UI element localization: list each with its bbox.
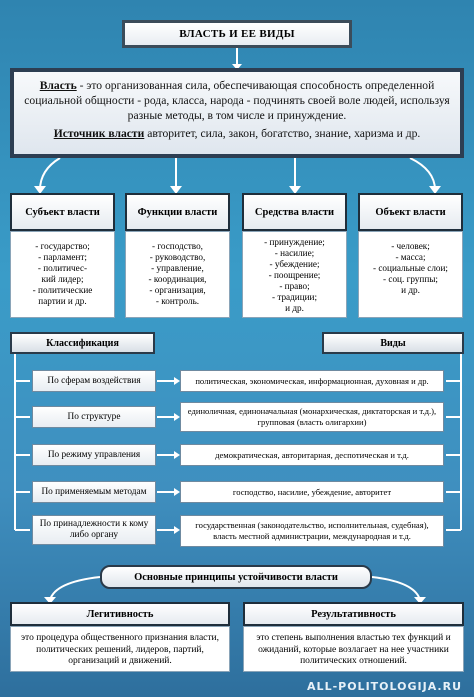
definition-text bbox=[24, 78, 450, 123]
principle-text-legitimacy: это процедура общественного признания власти, политических решений, лидеров, партий, организаций и движений. bbox=[10, 626, 230, 672]
types-structure: единоличная, единоначальная (монархическая, диктаторская и т.д.), групповая (власть олигархии) bbox=[180, 402, 444, 432]
list-item: - государство; bbox=[35, 241, 90, 251]
column-header-subject: Субъект власти bbox=[10, 193, 115, 231]
types-header: Виды bbox=[322, 332, 464, 354]
list-item: - парламент; bbox=[38, 252, 87, 262]
criterion-affiliation: По принадлежности к кому либо органу bbox=[32, 515, 156, 545]
list-item: и др. bbox=[285, 303, 304, 313]
list-item: - насилие; bbox=[274, 248, 315, 258]
column-body-functions bbox=[125, 231, 230, 318]
list-item: кий лидер; bbox=[41, 274, 84, 284]
list-item: - человек; bbox=[391, 241, 430, 251]
column-body-subject bbox=[10, 231, 115, 318]
column-body-object bbox=[358, 231, 463, 318]
principles-header: Основные принципы устойчивости власти bbox=[100, 565, 372, 589]
list-item: - политичес- bbox=[37, 263, 88, 273]
list-item: - организация, bbox=[149, 285, 206, 295]
criterion-regime: По режиму управления bbox=[32, 444, 156, 466]
criterion-spheres: По сферам воздействия bbox=[32, 370, 156, 392]
list-item: - управление, bbox=[151, 263, 204, 273]
source-text bbox=[24, 126, 450, 141]
list-item: - координация, bbox=[148, 274, 207, 284]
types-methods: господство, насилие, убеждение, авторитет bbox=[180, 481, 444, 503]
list-item: - политические bbox=[32, 285, 93, 295]
source-term: Источник власти bbox=[53, 127, 145, 140]
column-header-means: Средства власти bbox=[242, 193, 347, 231]
criterion-methods: По применяемым методам bbox=[32, 481, 156, 503]
list-item: - принуждение; bbox=[264, 237, 325, 247]
list-item: и др. bbox=[401, 285, 420, 295]
watermark: ALL-POLITOLOGIJA.RU bbox=[307, 680, 462, 693]
definition-term: Власть bbox=[39, 79, 77, 92]
list-item: - соц. группы; bbox=[383, 274, 438, 284]
types-regime: демократическая, авторитарная, деспотическая и т.д. bbox=[180, 444, 444, 466]
criterion-structure: По структуре bbox=[32, 406, 156, 428]
definition-box bbox=[10, 68, 464, 158]
column-header-object: Объект власти bbox=[358, 193, 463, 231]
list-item: - контроль. bbox=[155, 296, 200, 306]
list-item: партии и др. bbox=[38, 296, 87, 306]
list-item: - убеждение; bbox=[269, 259, 320, 269]
principle-text-effectiveness: это степень выполнения властью тех функций и ожиданий, которые возлагает на нее участники политических отношений. bbox=[243, 626, 464, 672]
column-header-functions: Функции власти bbox=[125, 193, 230, 231]
source-body: авторитет, сила, закон, богатство, знание, харизма и др. bbox=[144, 127, 421, 140]
list-item: - масса; bbox=[395, 252, 426, 262]
principle-title-legitimacy: Легитивность bbox=[10, 602, 230, 626]
list-item: - господство, bbox=[152, 241, 203, 251]
types-spheres: политическая, экономическая, информационная, духовная и др. bbox=[180, 370, 444, 392]
list-item: - поощрение; bbox=[268, 270, 321, 280]
list-item: - руководство, bbox=[149, 252, 206, 262]
definition-body: - это организованная сила, обеспечивающая способность определенной социальной общности - рода, класса, народа - подчинять своей воле людей, используя разные методы, в том числе и принуждение. bbox=[24, 79, 450, 122]
list-item: - социальные слои; bbox=[373, 263, 448, 273]
types-affiliation: государственная (законодательство, исполнительная, судебная), власть местной администрации, международная и т.д. bbox=[180, 515, 444, 547]
page-title: ВЛАСТЬ И ЕЕ ВИДЫ bbox=[122, 20, 352, 48]
classification-header: Классификация bbox=[10, 332, 155, 354]
list-item: - традиции; bbox=[271, 292, 318, 302]
column-body-means bbox=[242, 231, 347, 318]
list-item: - право; bbox=[279, 281, 310, 291]
principle-title-effectiveness: Результативность bbox=[243, 602, 464, 626]
